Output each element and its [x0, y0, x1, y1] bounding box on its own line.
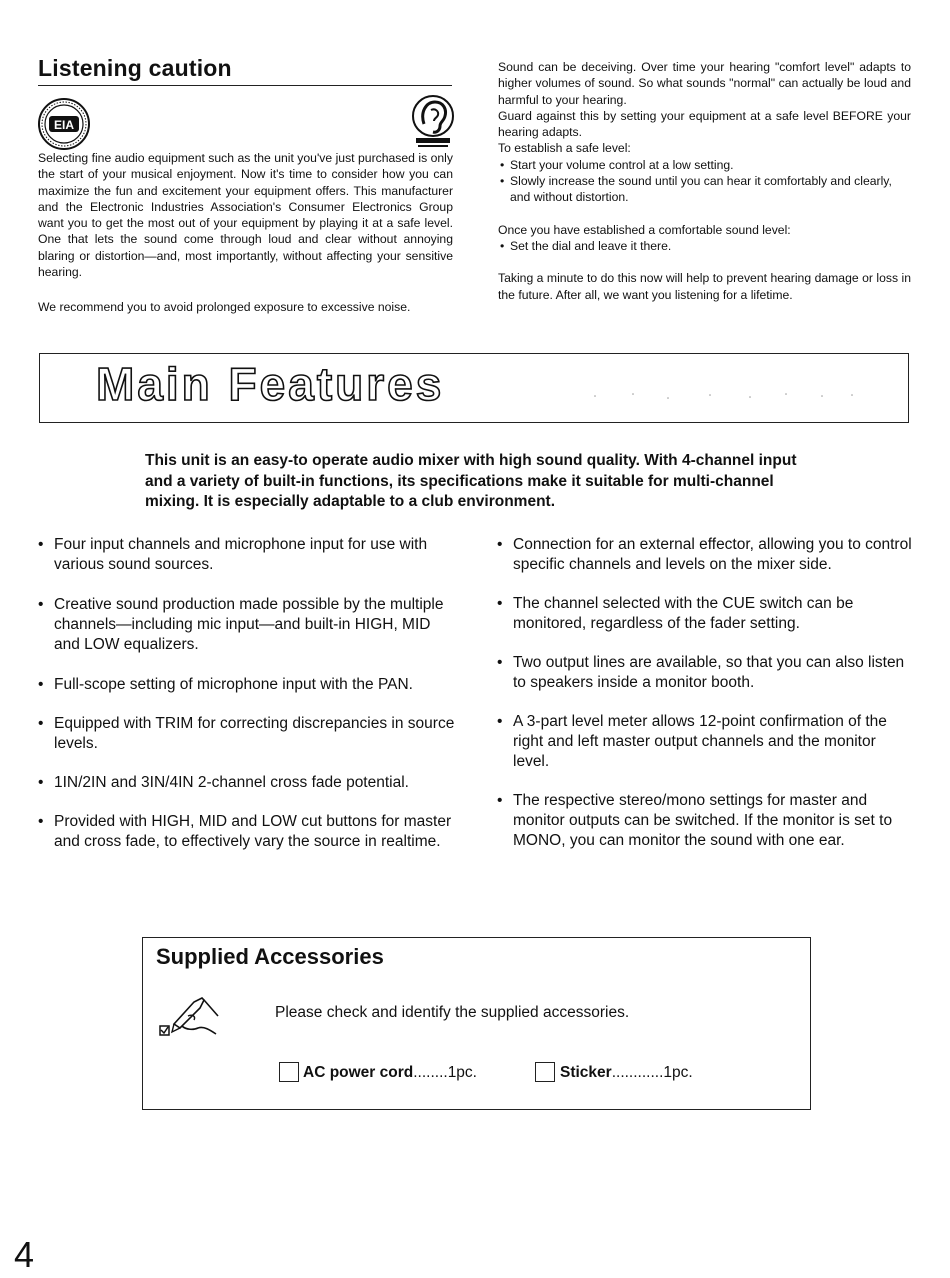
listening-caution-title: Listening caution [38, 55, 232, 81]
checking-pen-icon [158, 986, 234, 1042]
list-item: • Creative sound production made possible by the multiple channels—including mic input—and built-in HIGH, MID and LOW equalizers. [38, 595, 456, 655]
accessory-name: Sticker [560, 1064, 612, 1081]
list-item: • The respective stereo/mono settings for master and monitor outputs can be switched. If the monitor is set to MONO, you can monitor the sound with one ear. [497, 791, 915, 851]
right-para-4: Once you have established a comfortable sound level: [498, 222, 791, 237]
listening-right-column [498, 59, 911, 303]
list-item: • The channel selected with the CUE switch can be monitored, regardless of the fader setting. [497, 594, 915, 634]
features-right-column [497, 535, 915, 851]
ac-power-cord-checkbox[interactable] [279, 1062, 299, 1082]
list-item: • Provided with HIGH, MID and LOW cut buttons for master and cross fade, to effectively vary the source in realtime. [38, 812, 456, 852]
ear-seal-icon [410, 94, 456, 152]
decorative-dots [590, 390, 870, 402]
eia-logo-label: EIA [53, 118, 75, 132]
list-item: • 1IN/2IN and 3IN/4IN 2-channel cross fade potential. [38, 773, 456, 793]
safe-level-steps [498, 157, 911, 206]
accessory-item [303, 1064, 477, 1082]
list-item: • Connection for an external effector, allowing you to control specific channels and levels on the mixer side. [497, 535, 915, 575]
features-left-column [38, 535, 456, 852]
accessory-qty: 1pc. [447, 1064, 477, 1081]
accessories-instruction: Please check and identify the supplied accessories. [275, 1004, 630, 1021]
accessory-item [560, 1064, 693, 1082]
list-item: • Two output lines are available, so that you can also listen to speakers inside a monitor booth. [497, 653, 915, 693]
comfort-level-steps [498, 238, 911, 254]
title-rule [38, 85, 452, 86]
list-item: • Full-scope setting of microphone input with the PAN. [38, 675, 456, 695]
main-features-title: Main Features [96, 358, 445, 410]
list-item: • Four input channels and microphone input for use with various sound sources. [38, 535, 456, 575]
accessories-title: Supplied Accessories [156, 944, 384, 969]
list-item: • Slowly increase the sound until you can hear it comfortably and clearly, and without distortion. [498, 173, 911, 206]
accessory-dots: ........ [413, 1064, 448, 1081]
recommend-text: We recommend you to avoid prolonged exposure to excessive noise. [38, 300, 411, 314]
right-para-5: Taking a minute to do this now will help to prevent hearing damage or loss in the future. After all, we want you listening for a lifetime. [498, 271, 911, 302]
accessory-qty: 1pc. [663, 1064, 693, 1081]
sticker-checkbox[interactable] [535, 1062, 555, 1082]
eia-logo-icon [37, 97, 91, 151]
right-para-2: Guard against this by setting your equipment at a safe level BEFORE your hearing adapts. [498, 108, 911, 140]
list-item: • Equipped with TRIM for correcting discrepancies in source levels. [38, 714, 456, 754]
accessory-dots: ............ [611, 1064, 664, 1081]
list-item: • Start your volume control at a low setting. [498, 157, 911, 173]
list-item: • A 3-part level meter allows 12-point confirmation of the right and left master output channels and the monitor level. [497, 712, 915, 772]
accessory-name: AC power cord [303, 1064, 414, 1081]
listening-paragraph: Selecting fine audio equipment such as the unit you've just purchased is only the start of your musical enjoyment. Now it's time to consider how you can maximize the fun and excitement your equipment offers. This manufacturer and the Electronic Industries Association's Consumer Electronics Group want you to get the most out of your equipment by playing it at a safe level. One that lets the sound come through loud and clear without annoying blaring or distortion—and, most importantly, without affecting your sensitive hearing. [38, 151, 453, 280]
page-number: 4 [14, 1234, 35, 1275]
right-para-1: Sound can be deceiving. Over time your hearing "comfort level" adapts to higher volumes of sound. So what sounds "normal" can actually be loud and harmful to your hearing. [498, 60, 911, 107]
right-para-3: To establish a safe level: [498, 141, 631, 156]
features-intro: This unit is an easy-to operate audio mixer with high sound quality. With 4-channel input and a variety of built-in functions, its specifications make it suitable for multi-channel mixing. It is especially adaptable to a club environment. [145, 452, 797, 510]
list-item: • Set the dial and leave it there. [498, 238, 911, 254]
